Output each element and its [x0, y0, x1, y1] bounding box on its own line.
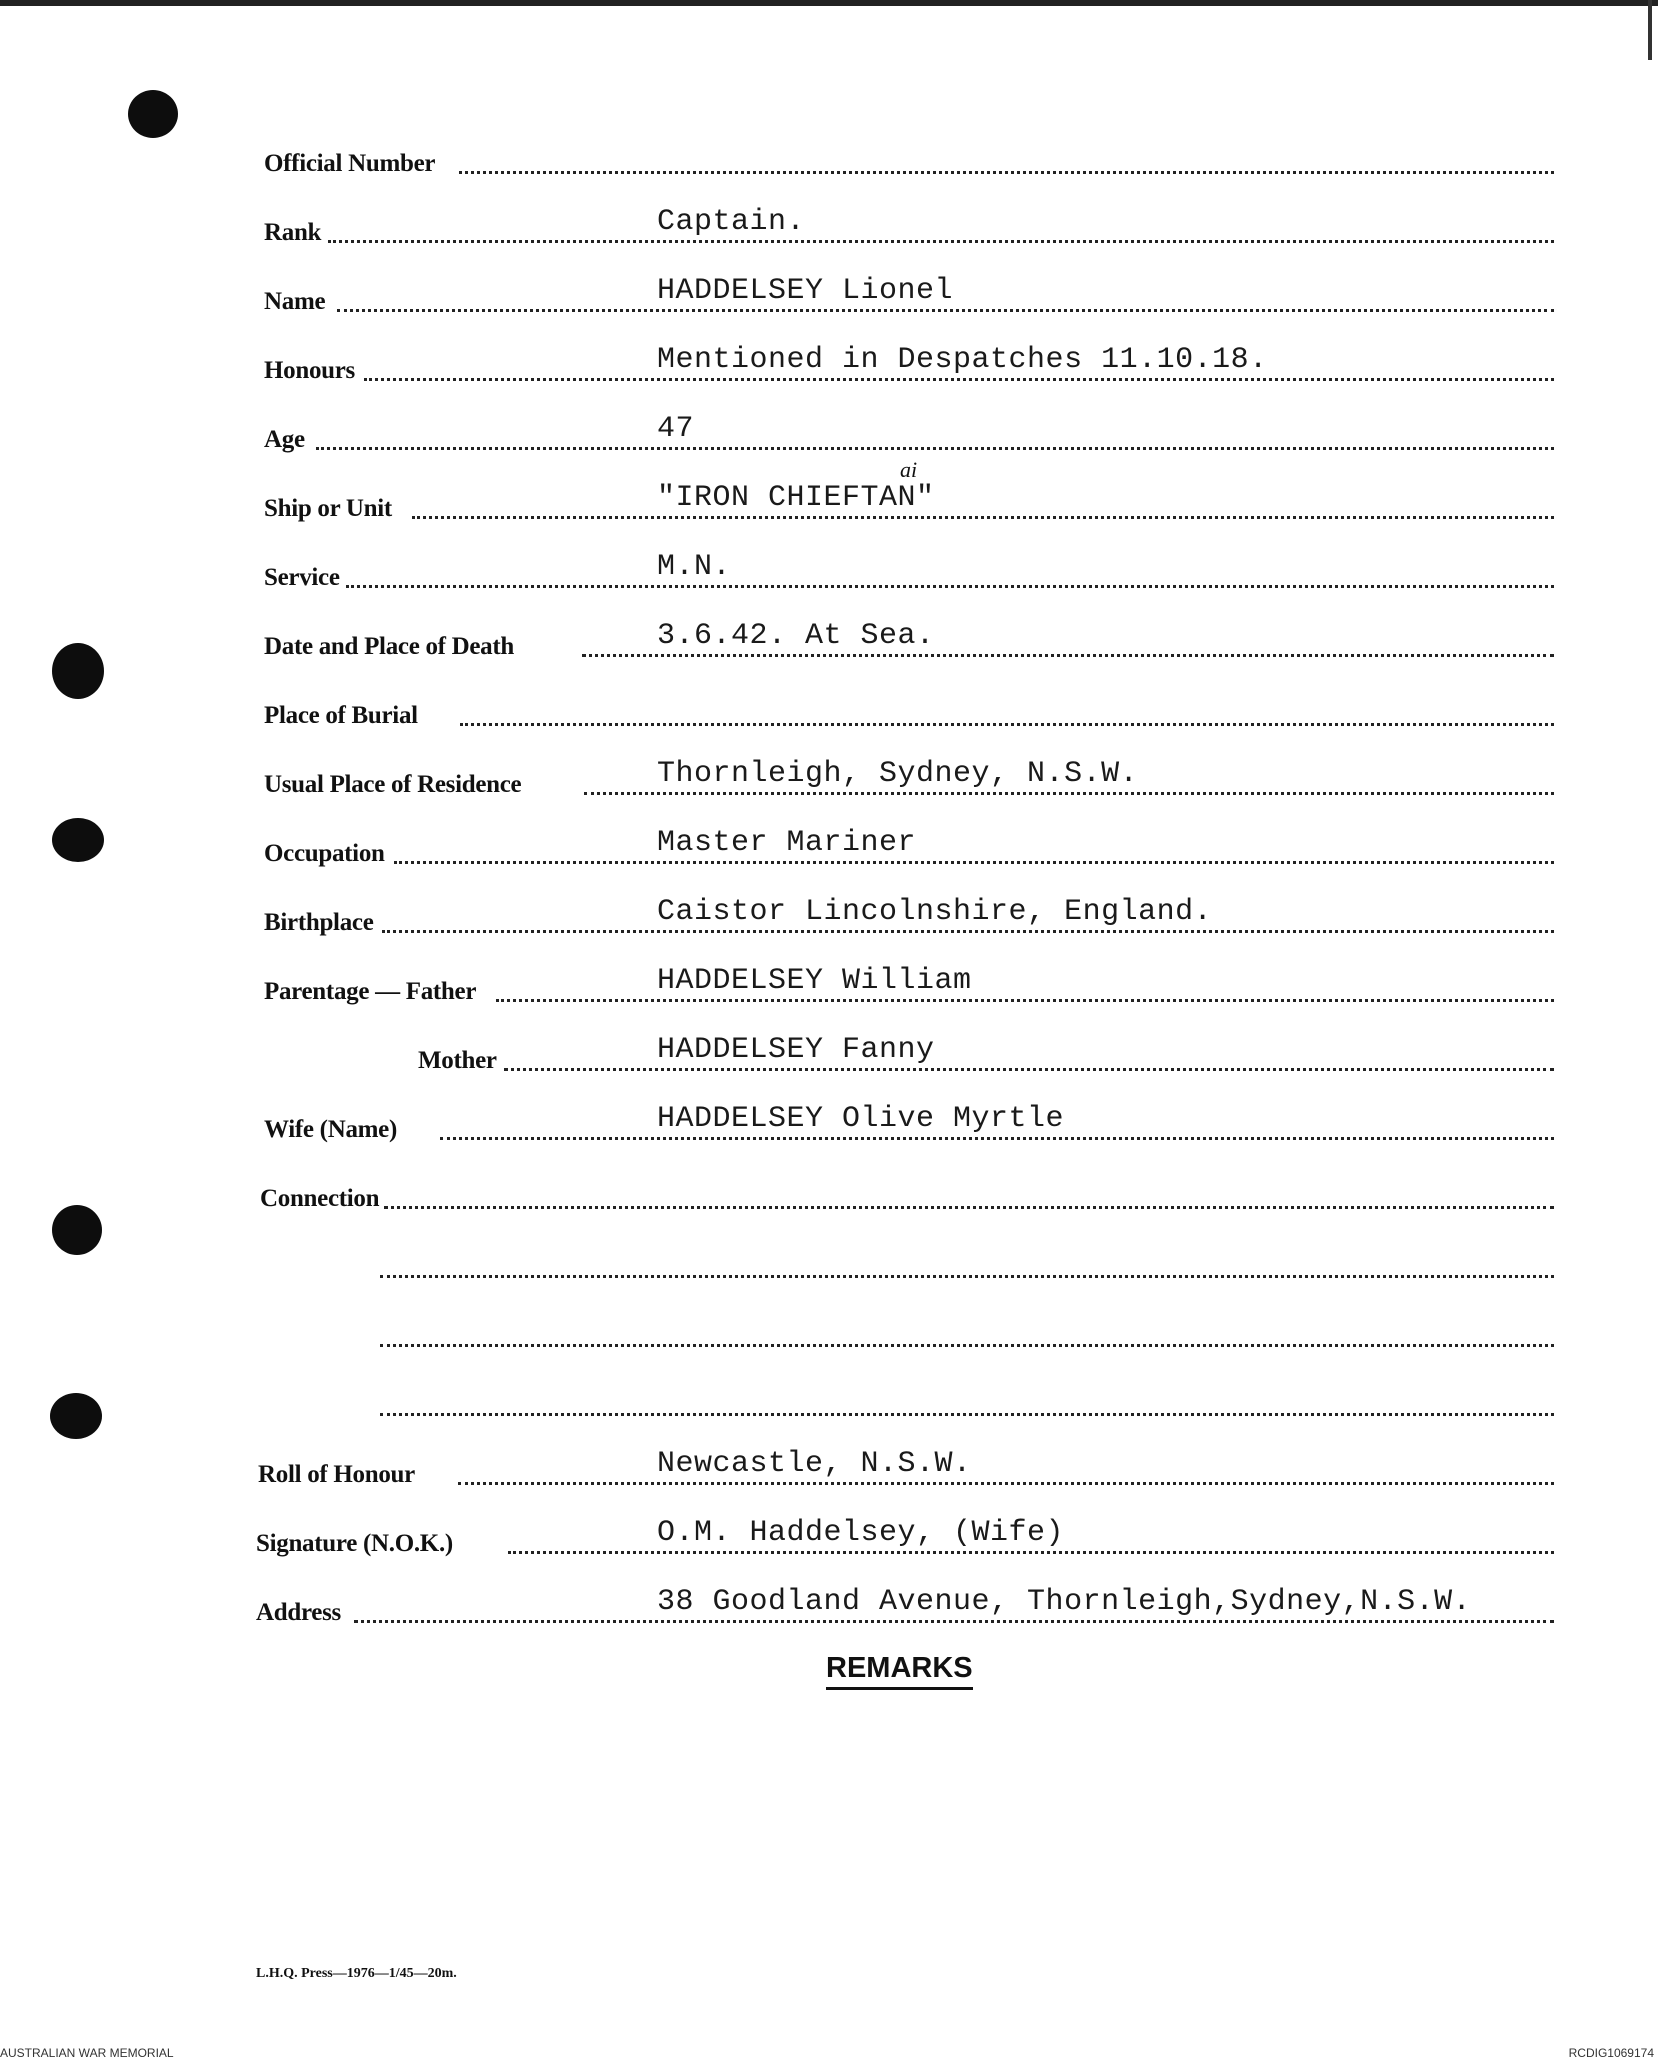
remarks-heading: REMARKS [826, 1652, 973, 1690]
field-label: Roll of Honour [258, 1461, 415, 1488]
dotted-line [496, 999, 1554, 1002]
field-value: O.M. Haddelsey, (Wife) [657, 1516, 1065, 1550]
archive-label: AUSTRALIAN WAR MEMORIAL [0, 2046, 174, 2060]
field-label: Signature (N.O.K.) [256, 1530, 453, 1557]
dotted-line [337, 309, 1554, 312]
field-label: Wife (Name) [264, 1116, 397, 1143]
field-label: Honours [264, 357, 355, 384]
field-roll-of-honour [258, 1447, 1554, 1491]
field-label: Official Number [264, 150, 436, 177]
field-rank [264, 205, 1554, 249]
blank-line [380, 1382, 1554, 1422]
field-occupation [264, 826, 1554, 870]
field-label: Place of Burial [264, 702, 418, 729]
dotted-line [380, 1275, 1554, 1278]
dotted-line [460, 723, 1554, 726]
field-value: Newcastle, N.S.W. [657, 1447, 972, 1481]
field-value: "IRON CHIEFTAN" [657, 481, 935, 515]
field-wife [264, 1102, 1554, 1146]
punch-hole [52, 643, 104, 699]
printer-imprint: L.H.Q. Press—1976—1/45—20m. [256, 1966, 457, 1981]
dotted-line [582, 654, 1554, 657]
dotted-line [354, 1620, 1554, 1623]
field-label: Date and Place of Death [264, 633, 514, 660]
field-honours [264, 343, 1554, 387]
field-label: Usual Place of Residence [264, 771, 522, 798]
field-label: Occupation [264, 840, 385, 867]
field-label: Age [264, 426, 305, 453]
field-label: Service [264, 564, 340, 591]
field-value: HADDELSEY Olive Myrtle [657, 1102, 1065, 1136]
dotted-line [346, 585, 1554, 588]
dotted-line [394, 861, 1554, 864]
field-ship-or-unit [264, 457, 1554, 525]
dotted-line [364, 378, 1554, 381]
field-value: 38 Goodland Avenue, Thornleigh,Sydney,N.S.W. [657, 1585, 1472, 1619]
field-value: Captain. [657, 205, 806, 239]
dotted-line [316, 447, 1554, 450]
field-value: M.N. [657, 550, 732, 584]
field-age [264, 412, 1554, 456]
field-value: 3.6.42. At Sea. [657, 619, 935, 653]
field-label: Name [264, 288, 326, 315]
field-value: Caistor Lincolnshire, England. [657, 895, 1213, 929]
field-label: Parentage — Father [264, 978, 477, 1005]
field-label: Birthplace [264, 909, 374, 936]
reference-number: RCDIG1069174 [1568, 2046, 1654, 2060]
field-official-number [264, 140, 1554, 180]
dotted-line [380, 1413, 1554, 1416]
blank-line [380, 1313, 1554, 1353]
punch-hole [52, 1205, 102, 1255]
punch-hole [128, 90, 178, 138]
field-date-place-death [264, 619, 1554, 663]
field-label: Mother [418, 1047, 497, 1074]
field-label: Ship or Unit [264, 495, 392, 522]
field-value: HADDELSEY Fanny [657, 1033, 935, 1067]
punch-hole [52, 818, 104, 862]
scan-edge-top [0, 0, 1658, 6]
dotted-line [440, 1137, 1554, 1140]
dotted-line [504, 1068, 1554, 1071]
field-value: HADDELSEY William [657, 964, 972, 998]
field-value: HADDELSEY Lionel [657, 274, 954, 308]
field-connection [260, 1175, 1554, 1215]
field-value: Mentioned in Despatches 11.10.18. [657, 343, 1268, 377]
field-birthplace [264, 895, 1554, 939]
field-address [256, 1585, 1554, 1629]
field-place-of-burial [264, 692, 1554, 732]
dotted-line [412, 516, 1554, 519]
field-label: Connection [260, 1185, 380, 1212]
handwritten-correction: ai [900, 457, 918, 482]
punch-hole [50, 1393, 102, 1439]
field-value: 47 [657, 412, 695, 446]
dotted-line [328, 240, 1554, 243]
dotted-line [380, 1344, 1554, 1347]
field-label: Address [256, 1599, 341, 1626]
dotted-line [508, 1551, 1554, 1554]
field-usual-residence [264, 757, 1554, 801]
dotted-line [458, 1482, 1554, 1485]
field-value: Thornleigh, Sydney, N.S.W. [657, 757, 1139, 791]
field-label: Rank [264, 219, 322, 246]
scan-edge-right [1648, 0, 1652, 60]
blank-line [380, 1244, 1554, 1284]
field-father [264, 964, 1554, 1008]
dotted-line [584, 792, 1554, 795]
field-value: Master Mariner [657, 826, 917, 860]
field-signature [256, 1516, 1554, 1560]
dotted-line [384, 1206, 1554, 1209]
dotted-line [382, 930, 1554, 933]
field-service [264, 550, 1554, 594]
field-name [264, 274, 1554, 318]
field-mother [418, 1033, 1554, 1077]
dotted-line [459, 171, 1554, 174]
